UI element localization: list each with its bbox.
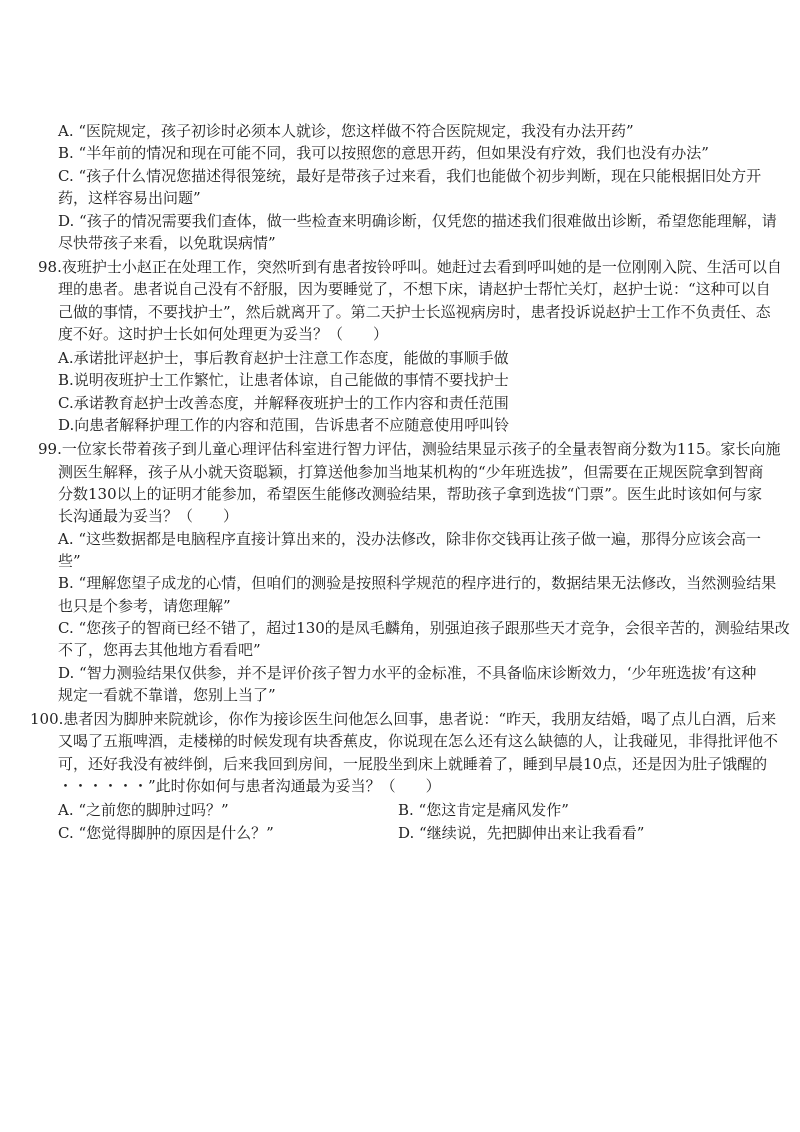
question-stem: 98.夜班护士小赵正在处理工作，突然听到有患者按铃呼叫。她赶过去看到呼叫她的是一位刚刚入院、生活可以自 (38, 258, 782, 276)
question-stem: 测医生解释，孩子从小就天资聪颖，打算送他参加当地某机构的“少年班选拔”，但需要在正规医院拿到智商 (58, 463, 764, 481)
question-stem: 长沟通最为妥当？（ ） (58, 507, 239, 525)
option-a: A.承诺批评赵护士，事后教育赵护士注意工作态度，能做的事顺手做 (58, 349, 509, 367)
option-b-cont: 也只是个参考，请您理解” (58, 597, 231, 615)
option-d-cont: 规定一看就不靠谱，您别上当了” (58, 686, 276, 704)
option-d: D. “孩子的情况需要我们查体，做一些检查来明确诊断，仅凭您的描述我们很难做出诊断，希望您能理解，请 (58, 212, 777, 230)
option-c-cont: 不了，您再去其他地方看看吧” (58, 641, 261, 659)
question-stem: 又喝了五瓶啤酒，走楼梯的时候发现有块香蕉皮，你说现在怎么还有这么缺德的人，让我碰见，非得批评他不 (58, 732, 779, 750)
option-c: C. “您孩子的智商已经不错了，超过130的是凤毛麟角，别强迫孩子跟那些天才竞争，会很辛苦的，测验结果改 (58, 619, 790, 637)
question-stem: 理的患者。患者说自己没有不舒服，因为要睡觉了，不想下床，请赵护士帮忙关灯，赵护士说：“这种可以自 (58, 280, 771, 298)
option-a: A. “这些数据都是电脑程序直接计算出来的，没办法修改，除非你交钱再让孩子做一遍，那得分应该会高一 (58, 530, 762, 548)
option-d: D. “继续说，先把脚伸出来让我看看” (398, 824, 645, 842)
question-stem: 己做的事情，不要找护士”，然后就离开了。第二天护士长巡视病房时，患者投诉说赵护士工作不负责任、态 (58, 303, 771, 321)
question-stem: 度不好。这时护士长如何处理更为妥当？（ ） (58, 325, 389, 343)
option-b: B. “半年前的情况和现在可能不同，我可以按照您的意思开药，但如果没有疗效，我们也没有办法” (58, 144, 709, 162)
question-stem: 分数130以上的证明才能参加，希望医生能修改测验结果，帮助孩子拿到选拔“门票”。医生此时该如何与家 (58, 485, 762, 503)
option-a-cont: 些” (58, 552, 81, 570)
option-b: B. “理解您望子成龙的心情，但咱们的测验是按照科学规范的程序进行的，数据结果无法修改，当然测验结果 (58, 574, 777, 592)
option-a: A. “医院规定，孩子初诊时必须本人就诊，您这样做不符合医院规定，我没有办法开药” (58, 122, 634, 140)
option-d: D. “智力测验结果仅供参，并不是评价孩子智力水平的金标准，不具备临床诊断效力，‘少年班选拔’有这种 (58, 664, 757, 682)
option-c: C. “孩子什么情况您描述得很笼统，最好是带孩子过来看，我们也能做个初步判断，现在只能根据旧处方开 (58, 167, 762, 185)
question-stem: 99.一位家长带着孩子到儿童心理评估科室进行智力评估，测验结果显示孩子的全量表智商分数为115。家长向施 (38, 440, 781, 458)
option-a: A. “之前您的脚肿过吗？” (58, 801, 229, 819)
question-stem: 100.患者因为脚肿来院就诊，你作为接诊医生问他怎么回事，患者说：“昨天，我朋友结婚，喝了点儿白酒，后来 (30, 710, 777, 728)
question-stem: 可，还好我没有被绊倒，后来我回到房间，一屁股坐到床上就睡着了，睡到早晨10点，还是因为肚子饿醒的 (58, 755, 768, 773)
option-b: B.说明夜班护士工作繁忙，让患者体谅，自己能做的事情不要找护士 (58, 371, 509, 389)
option-c-cont: 药，这样容易出问题” (58, 189, 201, 207)
option-d: D.向患者解释护理工作的内容和范围，告诉患者不应随意使用呼叫铃 (58, 416, 510, 434)
option-c: C.承诺教育赵护士改善态度，并解释夜班护士的工作内容和责任范围 (58, 394, 509, 412)
option-d-cont: 尽快带孩子来看，以免耽误病情” (58, 234, 276, 252)
question-stem: ・・・・・・”此时你如何与患者沟通最为妥当？（ ） (58, 777, 441, 795)
option-c: C. “您觉得脚肿的原因是什么？” (58, 824, 274, 842)
option-b: B. “您这肯定是痛风发作” (398, 801, 569, 819)
